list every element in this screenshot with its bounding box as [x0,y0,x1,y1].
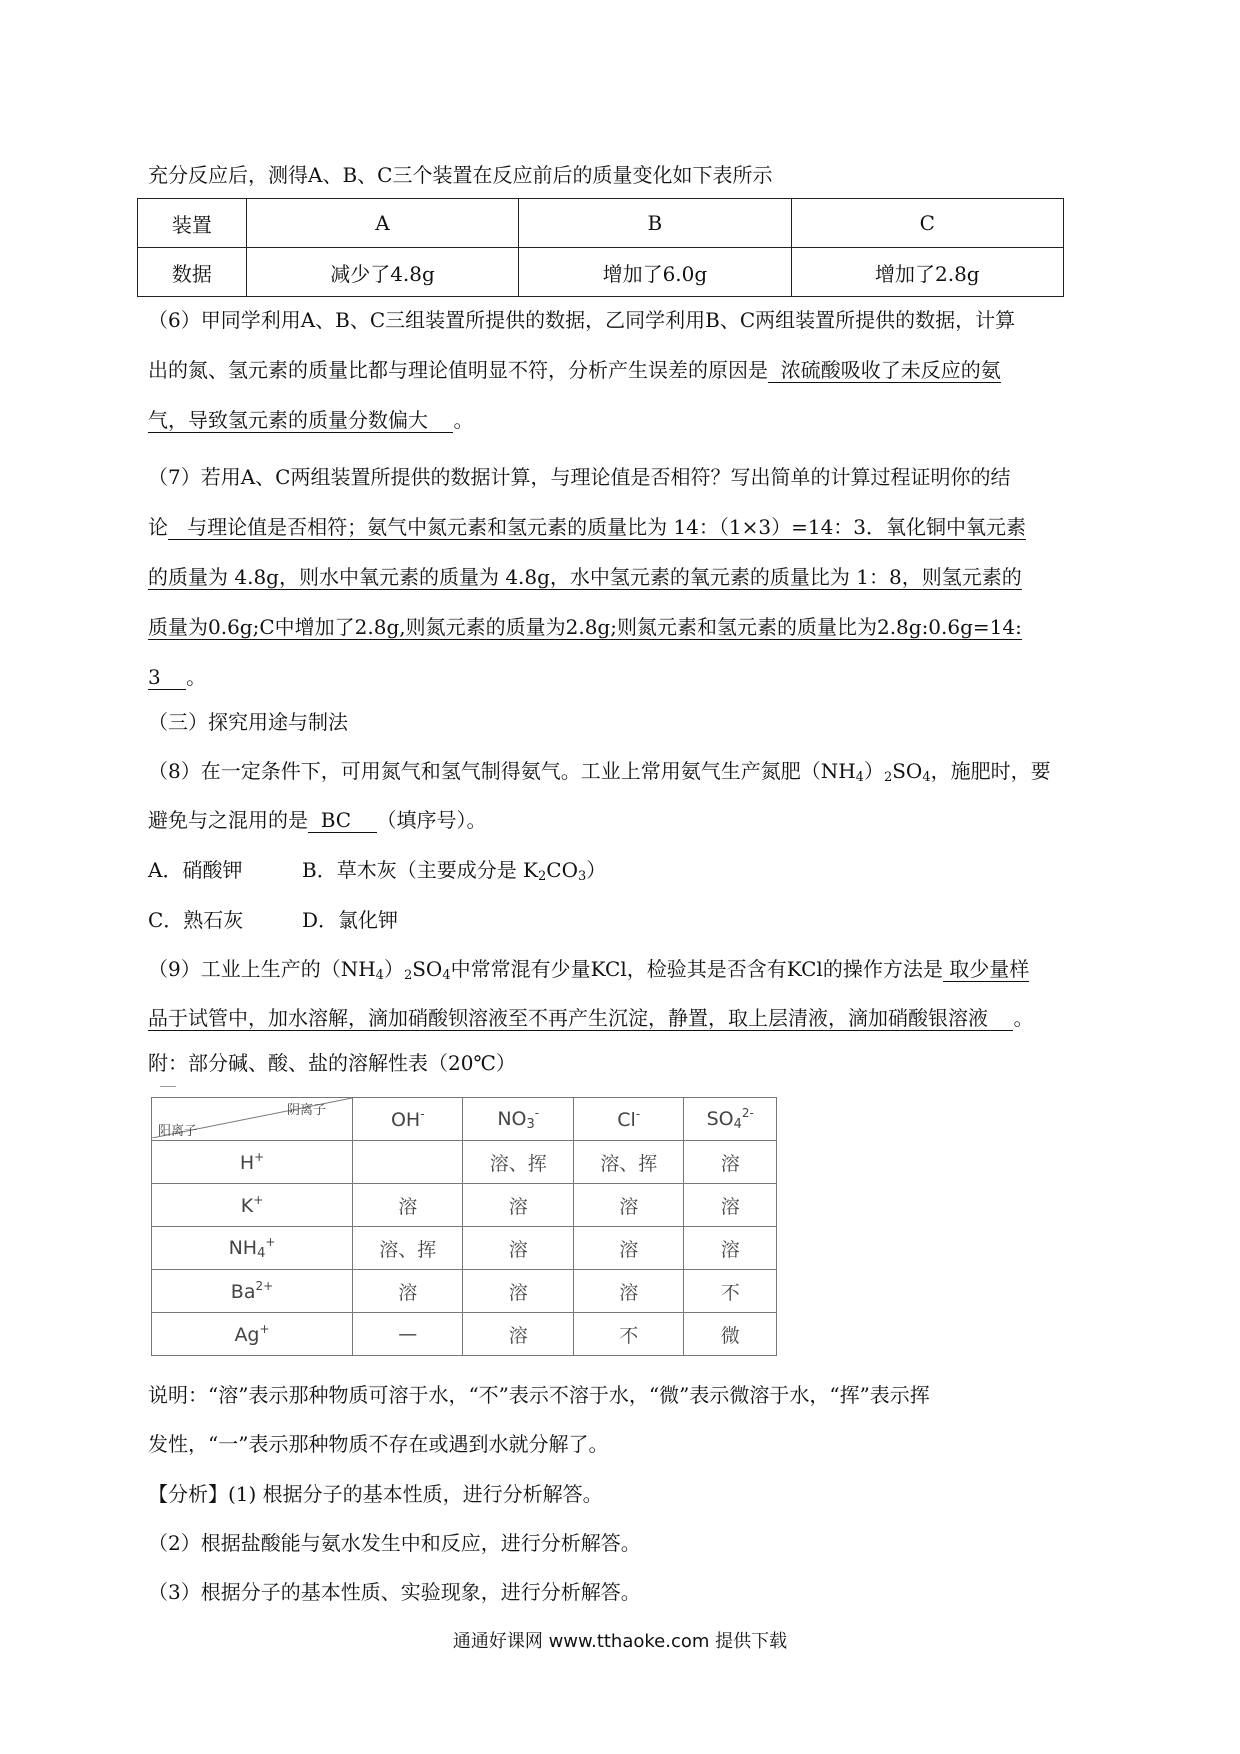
table-cell: 增加了2.8g [791,248,1063,297]
table-cell: 不 [684,1270,777,1313]
solubility-table [151,1097,777,1356]
table-row [152,1098,777,1141]
table-header: 装置 [138,199,247,248]
q6-text: 出的氮、氢元素的质量比都与理论值明显不符，分析产生误差的原因是 [148,358,768,382]
page-footer: 通通好课网 www.tthaoke.com 提供下载 [452,1631,788,1652]
q6-line-1: （6）甲同学利用A、B、C三组装置所提供的数据，乙同学利用B、C两组装置所提供的数据，计算 [148,308,1016,332]
table-header: C [791,199,1063,248]
table-cell: 溶 [684,1184,777,1227]
table-row [138,248,1064,297]
anion-header: $SO_4^{2-}$ [684,1098,777,1141]
table-corner-cell [152,1098,353,1141]
q7-answer: 与理论值是否相符；氨气中氮元素和氢元素的质量比为 14：（1×3）=14：3．氧化铜中氧元素 [168,515,1026,540]
q8-answer: BC [308,808,377,833]
option-b: B．草木灰（主要成分是 $K_2CO_3$） [302,858,607,884]
q8-options-1 [148,855,1104,892]
mass-change-table [137,198,1064,297]
q7-line-2 [148,512,1104,542]
table-cell: 溶 [353,1184,463,1227]
table-cell: 溶、挥 [463,1141,573,1184]
table-cell: 溶 [353,1270,463,1313]
cation-header: $Ba^{2+}$ [152,1270,353,1313]
table-cell: 溶、挥 [353,1227,463,1270]
table-cell: 微 [684,1313,777,1356]
note-line-1: 说明：“溶”表示那种物质可溶于水，“不”表示不溶于水，“微”表示微溶于水，“挥”表示挥 [148,1383,930,1407]
table-cell: 数据 [138,248,247,297]
table-header: B [519,199,791,248]
analysis-line-1: 【分析】(1) 根据分子的基本性质，进行分析解答。 [148,1482,603,1506]
q7-line-4 [148,612,1104,642]
q7-text: 论 [148,515,168,539]
anion-header: OH- [353,1098,463,1141]
note-line-2: 发性，“一”表示那种物质不存在或遇到水就分解了。 [148,1432,609,1456]
q8-line-1: （8）在一定条件下，可用氮气和氢气制得氨气。工业上常用氨气生产氮肥$(NH_4)_2SO_4$，施肥时，要 [148,759,1051,785]
cation-header: $NH_4^+$ [152,1227,353,1270]
q6-line-2 [148,355,1104,385]
cation-header: H+ [152,1141,353,1184]
q7-answer-cont: 质量为0.6g;C中增加了2.8g,则氮元素的质量为2.8g;则氮元素和氢元素的质量比为2.8g:0.6g=14: [148,615,1022,639]
q9-answer-cont: 品于试管中，加水溶解，滴加硝酸钡溶液至不再产生沉淀，静置，取上层清液，滴加硝酸银溶液 [148,1006,1013,1031]
analysis-line-2: （2）根据盐酸能与氨水发生中和反应，进行分析解答。 [148,1531,641,1555]
table-row [152,1270,777,1313]
q7-answer-cont: 的质量为 4.8g，则水中氧元素的质量为 4.8g，水中氢元素的氧元素的质量比为 1：8，则氢元素的 [148,565,1022,589]
table-row [152,1227,777,1270]
table-row [152,1313,777,1356]
analysis-line-3: （3）根据分子的基本性质、实验现象，进行分析解答。 [148,1580,641,1604]
table-cell: 溶 [573,1227,683,1270]
option-a: A．硝酸钾 [148,858,243,882]
table-row [138,199,1064,248]
q6-line-3 [148,405,1104,435]
q8-options-2 [148,905,1104,935]
q9-answer: 取少量样 [943,957,1029,982]
q7-line-5 [148,662,1104,692]
section-3-heading: （三）探究用途与制法 [148,710,348,734]
option-d: D．氯化钾 [302,908,399,932]
table-cell: 溶 [463,1270,573,1313]
table-cell: 溶 [463,1227,573,1270]
anion-header: $NO_3^-$ [463,1098,573,1141]
table-cell: 溶 [573,1184,683,1227]
option-c: C．熟石灰 [148,908,244,932]
q7-line-1: （7）若用A、C两组装置所提供的数据计算，与理论值是否相符？写出简单的计算过程证明你的结 [148,465,1011,489]
table-cell: 溶 [573,1270,683,1313]
cation-header: Ag+ [152,1313,353,1356]
table-cell: 不 [573,1313,683,1356]
table-cell: 减少了4.8g [246,248,518,297]
table-cell: 溶、挥 [573,1141,683,1184]
table-cell: 溶 [684,1141,777,1184]
table-row [152,1184,777,1227]
table-cell: 增加了6.0g [519,248,791,297]
table-cell: 溶 [684,1227,777,1270]
appendix-title: 附：部分碱、酸、盐的溶解性表（20℃） [148,1051,516,1075]
divider [160,1086,176,1087]
table-cell [353,1141,463,1184]
table-row [152,1141,777,1184]
table-header: A [246,199,518,248]
q8-line-2: 避免与之混用的是 BC （填序号）。 [148,808,487,832]
q9-line-1: （9）工业上生产的$(NH_4)_2SO_4$中常常混有少量KCl，检验其是否含有KCl的操作方法是 取少量样 [148,957,1030,983]
intro-text: 充分反应后，测得A、B、C三个装置在反应前后的质量变化如下表所示 [148,163,773,187]
table-cell: 溶 [463,1184,573,1227]
q7-answer-end: 3 [148,665,186,690]
q6-answer-cont: 气，导致氢元素的质量分数偏大 [148,408,453,433]
q7-line-3 [148,562,1104,592]
table-cell: — [353,1313,463,1356]
table-cell: 溶 [463,1313,573,1356]
q9-line-2: 品于试管中，加水溶解，滴加硝酸钡溶液至不再产生沉淀，静置，取上层清液，滴加硝酸银溶液 。 [148,1006,1034,1030]
q6-end: 。 [453,408,474,432]
cation-header: K+ [152,1184,353,1227]
q6-answer: 浓硫酸吸收了未反应的氨 [768,358,1001,383]
q7-end: 。 [186,665,207,689]
anion-header: Cl- [573,1098,683,1141]
corner-cation-label: 阳离子 [158,1124,198,1139]
corner-anion-label: 阴离子 [286,1103,326,1118]
